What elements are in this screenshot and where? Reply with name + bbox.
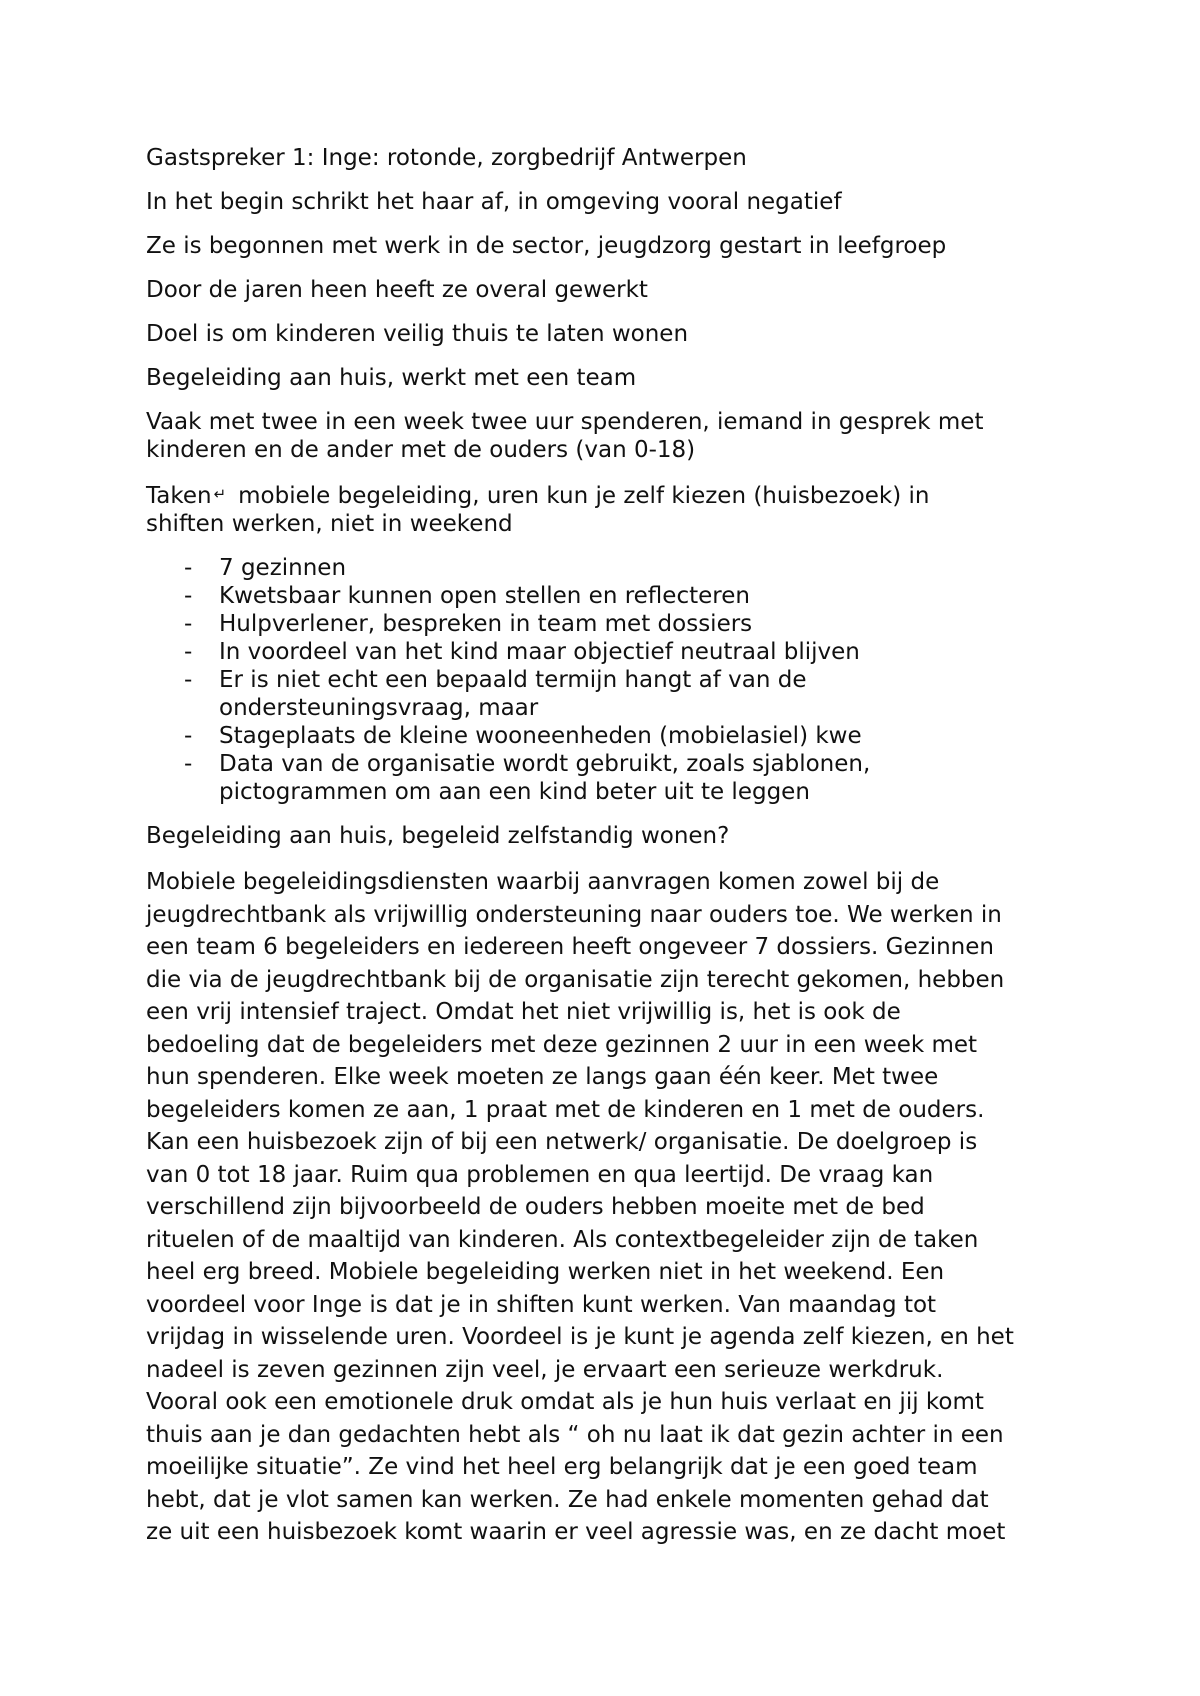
body-line: ze uit een huisbezoek komt waarin er veel agressie was, en ze dacht moet <box>146 1519 1006 1545</box>
paragraph: In het begin schrikt het haar af, in omgeving vooral negatief <box>146 189 842 215</box>
paragraph: Ze is begonnen met werk in de sector, jeugdzorg gestart in leefgroep <box>146 233 947 259</box>
paragraph-vaak <box>146 408 1076 464</box>
list-item <box>146 582 1076 610</box>
bullet-list <box>146 554 1076 806</box>
list-item-text: pictogrammen om aan een kind beter uit te leggen <box>219 779 810 805</box>
body-line: van 0 tot 18 jaar. Ruim qua problemen en qua leertijd. De vraag kan <box>146 1161 934 1188</box>
bullet-marker: - <box>184 639 193 665</box>
bullet-marker: - <box>184 751 193 777</box>
list-item-text: Er is niet echt een bepaald termijn hangt af van de <box>219 667 807 693</box>
body-line: hun spenderen. Elke week moeten ze langs gaan één keer. Met twee <box>146 1064 939 1090</box>
paragraph-question: Begeleiding aan huis, begeleid zelfstandig wonen? <box>146 823 730 849</box>
list-item-text: ondersteuningsvraag, maar <box>219 695 539 721</box>
list-item <box>146 610 1076 638</box>
line: mobiele begeleiding, uren kun je zelf kiezen (huisbezoek) in <box>238 483 930 509</box>
list-item-text: Hulpverlener, bespreken in team met dossiers <box>219 611 753 637</box>
bullet-marker: - <box>184 611 193 637</box>
body-line: nadeel is zeven gezinnen zijn veel, je ervaart een serieuze werkdruk. <box>146 1356 944 1383</box>
bullet-marker: - <box>184 723 193 749</box>
list-item <box>146 554 1076 582</box>
body-line: een vrij intensief traject. Omdat het niet vrijwillig is, het is ook de <box>146 999 901 1025</box>
paragraph-taken <box>146 480 1076 538</box>
body-line: begeleiders komen ze aan, 1 praat met de kinderen en 1 met de ouders. <box>146 1096 985 1123</box>
list-item-text: 7 gezinnen <box>219 555 347 581</box>
paragraph: Begeleiding aan huis, werkt met een team <box>146 365 637 391</box>
list-item-text: Stageplaats de kleine wooneenheden (mobielasiel) kwe <box>219 723 862 749</box>
body-line: voordeel voor Inge is dat je in shiften kunt werken. Van maandag tot <box>146 1291 937 1318</box>
list-item-text: Data van de organisatie wordt gebruikt, zoals sjablonen, <box>219 751 871 777</box>
body-line: moeilijke situatie”. Ze vind het heel erg belangrijk dat je een goed team <box>146 1454 978 1480</box>
body-line: vrijdag in wisselende uren. Voordeel is je kunt je agenda zelf kiezen, en het <box>146 1324 1014 1350</box>
bullet-marker: - <box>184 583 193 609</box>
line: shiften werken, niet in weekend <box>146 511 513 537</box>
list-item <box>146 666 1076 722</box>
body-line: een team 6 begeleiders en iedereen heeft ongeveer 7 dossiers. Gezinnen <box>146 934 994 960</box>
body-line: heel erg breed. Mobiele begeleiding werken niet in het weekend. Een <box>146 1259 945 1285</box>
body-line: rituelen of de maaltijd van kinderen. Als contextbegeleider zijn de taken <box>146 1226 979 1253</box>
body-paragraph <box>146 866 1076 1549</box>
paragraph: Doel is om kinderen veilig thuis te laten wonen <box>146 321 689 347</box>
document-content <box>146 144 1076 1549</box>
list-item <box>146 638 1076 666</box>
bullet-marker: - <box>184 555 193 581</box>
bullet-marker: - <box>184 667 193 693</box>
list-item <box>146 722 1076 750</box>
list-item <box>146 750 1076 806</box>
body-line: jeugdrechtbank als vrijwillig ondersteuning naar ouders toe. We werken in <box>146 901 1002 928</box>
body-line: die via de jeugdrechtbank bij de organisatie zijn terecht gekomen, hebben <box>146 966 1005 993</box>
body-line: verschillend zijn bijvoorbeeld de ouders hebben moeite met de bed <box>146 1194 925 1220</box>
body-line: thuis aan je dan gedachten hebt als “ oh nu laat ik dat gezin achter in een <box>146 1421 1004 1448</box>
document-heading: Gastspreker 1: Inge: rotonde, zorgbedrijf Antwerpen <box>146 145 747 171</box>
line: Vaak met twee in een week twee uur spenderen, iemand in gesprek met <box>146 409 984 435</box>
paragraph: Door de jaren heen heeft ze overal gewerkt <box>146 277 648 303</box>
body-line: bedoeling dat de begeleiders met deze gezinnen 2 uur in een week met <box>146 1031 978 1058</box>
arrow-icon: ↵ <box>213 485 227 503</box>
body-line: Mobiele begeleidingsdiensten waarbij aanvragen komen zowel bij de <box>146 869 940 895</box>
list-item-text: Kwetsbaar kunnen open stellen en reflecteren <box>219 583 750 609</box>
taken-label: Taken <box>146 483 212 509</box>
body-line: hebt, dat je vlot samen kan werken. Ze had enkele momenten gehad dat <box>146 1486 989 1513</box>
line: kinderen en de ander met de ouders (van 0-18) <box>146 437 696 463</box>
body-line: Kan een huisbezoek zijn of bij een netwerk/ organisatie. De doelgroep is <box>146 1129 978 1155</box>
body-line: Vooral ook een emotionele druk omdat als je hun huis verlaat en jij komt <box>146 1389 984 1415</box>
list-item-text: In voordeel van het kind maar objectief neutraal blijven <box>219 639 860 665</box>
